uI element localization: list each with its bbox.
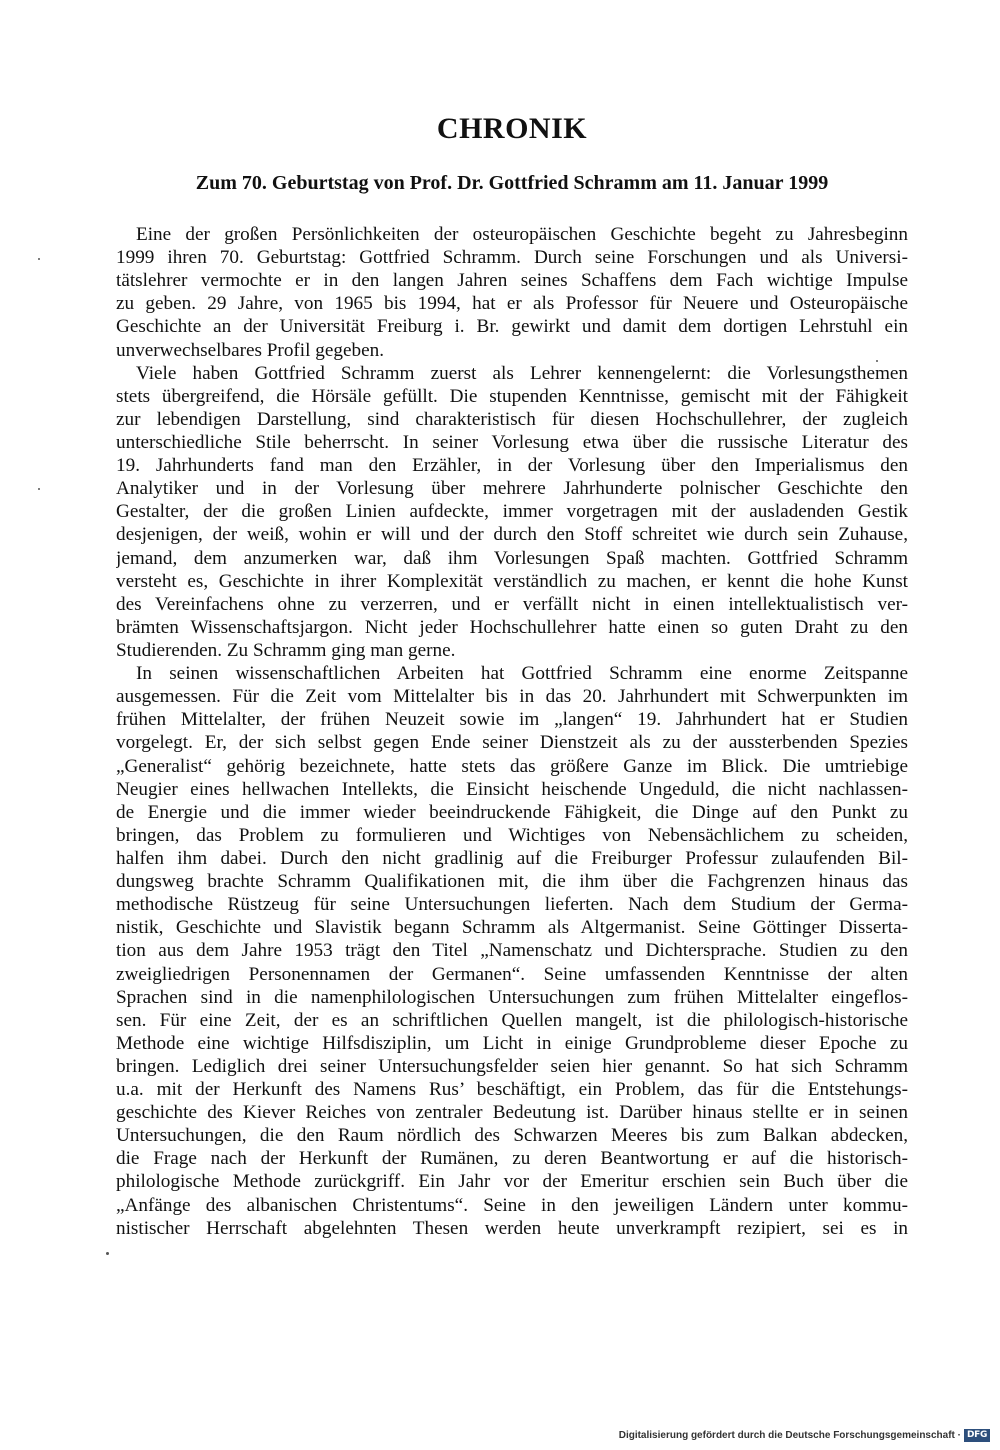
text-line: methodische Rüstzeug für seine Untersuchungen lieferten. Nach dem Studium der Germa- <box>116 894 908 916</box>
text-line: Analytiker und in der Vorlesung über mehrere Jahrhunderte polnischer Geschichte den <box>116 478 908 500</box>
article-body <box>116 223 908 1240</box>
text-line: stets übergreifend, die Hörsäle gefüllt. Die stupenden Kenntnisse, gemischt mit der Fähigkeit <box>116 385 908 407</box>
text-line: jemand, dem anzumerken war, daß ihm Vorlesungen Spaß machten. Gottfried Schramm <box>116 547 908 569</box>
text-line: dungsweg brachte Schramm Qualifikationen mit, die ihm über die Fachgrenzen hinaus das <box>116 871 908 893</box>
text-line: unverwechselbares Profil gegeben. <box>116 339 384 361</box>
funding-footer <box>619 1427 990 1443</box>
text-line: Eine der großen Persönlichkeiten der osteuropäischen Geschichte begeht zu Jahresbeginn <box>136 224 908 245</box>
text-line: „Generalist“ gehörig bezeichnete, hatte stets das größere Ganze im Blick. Die umtriebige <box>116 755 908 777</box>
scan-speck <box>876 360 878 362</box>
page-title: CHRONIK <box>436 112 588 145</box>
text-line: bringen, das Problem zu formulieren und Wichtiges von Nebensächlichem zu scheiden, <box>116 824 908 846</box>
funding-note: Digitalisierung gefördert durch die Deutsche Forschungsgemeinschaft · <box>618 1429 961 1441</box>
text-line: Viele haben Gottfried Schramm zuerst als Lehrer kennengelernt: die Vorlesungsthemen <box>136 362 908 384</box>
text-line: die Frage nach der Herkunft der Rumänen, zu deren Beantwortung er auf die historisch- <box>116 1148 908 1170</box>
text-line: Untersuchungen, die den Raum nördlich des Schwarzen Meeres bis zum Balkan abdecken, <box>116 1125 908 1147</box>
text-line: Methode eine wichtige Hilfsdisziplin, um Licht in einige Grundprobleme dieser Epoche zu <box>116 1032 908 1054</box>
text-line: nistik, Geschichte und Slavistik begann Schramm als Altgermanist. Seine Göttinger Disserta- <box>116 917 908 939</box>
text-line: Sprachen sind in die namenphilologischen Untersuchungen zum frühen Mittelalter eingeflos- <box>116 986 908 1008</box>
text-line: geschichte des Kiever Reiches von zentraler Bedeutung ist. Darüber hinaus stellte er in seinen <box>116 1102 908 1124</box>
text-line: desjenigen, der weiß, wohin er will und der durch den Stoff schreitet wie durch sein Zuhause, <box>116 524 908 546</box>
scan-speck <box>38 258 40 260</box>
text-line: sen. Für eine Zeit, der es an schriftlichen Quellen mangelt, ist die philologisch-historische <box>116 1009 908 1031</box>
article-subtitle: Zum 70. Geburtstag von Prof. Dr. Gottfried Schramm am 11. Januar 1999 <box>195 172 829 194</box>
text-line: frühen Mittelalter, der frühen Neuzeit sowie im „langen“ 19. Jahrhundert hat er Studien <box>116 709 908 731</box>
scan-speck <box>38 488 40 490</box>
text-line: philologische Methode zurückgriff. Ein Jahr vor der Emeritur erschien sein Buch über die <box>116 1171 908 1193</box>
text-line: Gestalter, der die großen Linien aufdeckte, immer vorgetragen mit der ausladenden Gestik <box>116 501 908 523</box>
text-line: zweigliedrigen Personennamen der Germanen“. Seine umfassenden Kenntnisse der alten <box>116 963 908 985</box>
text-line: de Energie und die immer wieder beeindruckende Fähigkeit, die Dinge auf den Punkt zu <box>116 801 908 823</box>
text-line: Geschichte an der Universität Freiburg i. Br. gewirkt und damit dem dortigen Lehrstuhl ein <box>116 316 908 338</box>
text-line: tion aus dem Jahre 1953 trägt den Titel „Namenschatz und Dichtersprache. Studien zu den <box>116 940 908 962</box>
text-line: brämten Wissenschaftsjargon. Nicht jeder Hochschullehrer hatte einen so guten Draht zu den <box>116 616 908 638</box>
text-line: nistischer Herrschaft abgelehnten Thesen werden heute unverkrampft rezipiert, sei es in <box>116 1217 908 1239</box>
text-line: unterschiedliche Stile beherrscht. In seiner Vorlesung etwa über die russische Literatur des <box>116 431 908 453</box>
text-line: ausgemessen. Für die Zeit vom Mittelalter bis in das 20. Jahrhundert mit Schwerpunkten im <box>116 686 908 708</box>
text-line: Studierenden. Zu Schramm ging man gerne. <box>116 639 456 661</box>
text-line: 19. Jahrhunderts fand man den Erzähler, in der Vorlesung über den Imperialismus den <box>116 455 908 477</box>
text-line: halfen ihm dabei. Durch den nicht gradlinig auf die Freiburger Professur zulaufenden Bil- <box>116 847 908 869</box>
text-line: „Anfänge des albanischen Christentums“. Seine in den jeweiligen Ländern unter kommu- <box>116 1194 908 1216</box>
text-line: tätslehrer vermochte er in den langen Jahren seines Schaffens dem Fach wichtige Impulse <box>116 270 908 292</box>
text-line: bringen. Lediglich drei seiner Untersuchungsfelder seien hier genannt. So hat sich Schramm <box>116 1055 908 1077</box>
text-line: In seinen wissenschaftlichen Arbeiten hat Gottfried Schramm eine enorme Zeitspanne <box>136 663 908 685</box>
text-line: zur lebendigen Darstellung, sind charakteristisch für diesen Hochschullehrer, der zugleich <box>116 408 908 430</box>
scan-speck <box>106 1252 109 1255</box>
text-line: Neugier eines hellwachen Intellekts, die Einsicht heischende Ungeduld, die nicht nachlassen- <box>116 778 908 800</box>
text-line: vorgelegt. Er, der sich selbst gegen Ende seiner Dienstzeit als zu der aussterbenden Spezies <box>116 732 908 754</box>
text-line: u.a. mit der Herkunft des Namens Rus’ beschäftigt, ein Problem, das für die Entstehungs- <box>116 1079 908 1101</box>
text-line: zu geben. 29 Jahre, von 1965 bis 1994, hat er als Professor für Neuere und Osteuropäische <box>116 293 908 315</box>
text-line: versteht es, Geschichte in ihrer Komplexität verständlich zu machen, er kennt die hohe Kunst <box>116 570 908 592</box>
dfg-logo: DFG <box>964 1429 990 1442</box>
text-line: 1999 ihren 70. Geburtstag: Gottfried Schramm. Durch seine Forschungen und als Universi- <box>116 247 908 269</box>
text-line: des Vereinfachens ohne zu verzerren, und er verfällt nicht in einen intellektualistisch ver- <box>116 593 908 615</box>
